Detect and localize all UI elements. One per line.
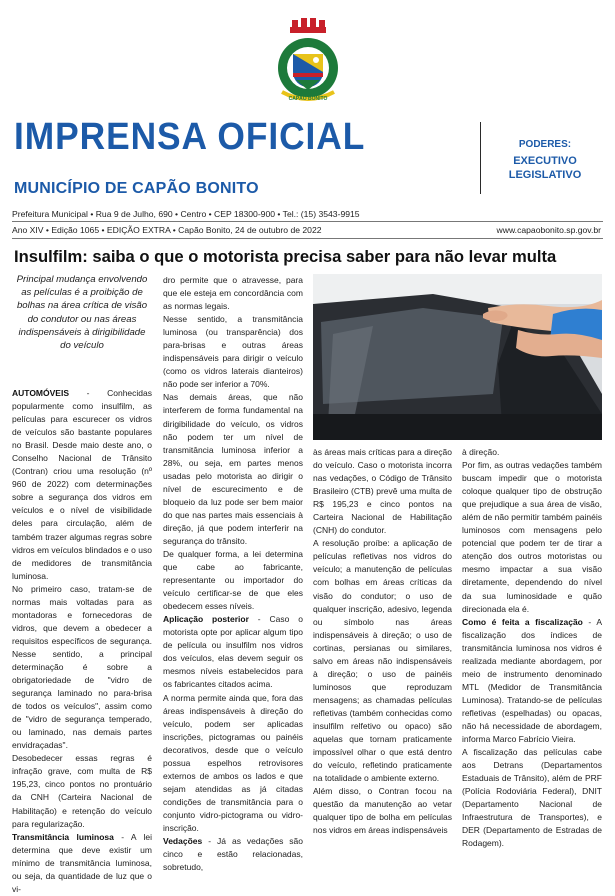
paragraph-text: às áreas mais críticas para a direção do veículo. Caso o motorista incorra nas vedações, o Código de Trânsito Brasileiro (CTB) prevê uma multa de R$ 195,23 e cinco pontos na Carteira Nacional de Habilitação (CNH) do condutor.	[313, 447, 452, 536]
article-lead: Principal mudança envolvendo as películas é a proibição de bolhas na área crítica de visão do condutor ou nas áreas indispensáveis à dirigibilidade do veículo	[16, 274, 148, 352]
section-heading: AUTOMÓVEIS	[12, 388, 69, 398]
section-heading: Transmitância luminosa	[12, 831, 114, 842]
article-paragraph	[163, 692, 303, 836]
paragraph-text: - A fiscalização dos índices de transmitância luminosa nos vidros é realizada mediante abordagem, por meio de instrumento denominado MTL (Medidor de Transmitância Luminosa). Tratando-se de películas refletivas (espelhadas) ou opacas, não há necessidade de abordagem, informa Marco Fabrício Vieira.	[462, 616, 602, 745]
paragraph-text: Além disso, o Contran focou na questão da manutenção ao vetar qualquer tipo de bolha em películas nos vidros em áreas indispensáveis	[313, 786, 452, 836]
paragraph-text: - A lei determina que deve existir um mínimo de transmitância luminosa, ou seja, da quantidade de luz que o vi-	[12, 831, 152, 894]
powers-heading: PODERES:	[518, 139, 572, 150]
article-paragraph	[313, 785, 452, 837]
article-paragraph	[163, 835, 303, 874]
paragraph-text: Nesse sentido, a transmitância luminosa (ou transparência) dos para-brisas e outras áreas indispensáveis para dirigir o veículo (como os vidros laterais dianteiros) não pode ser inferior a 70%.	[163, 314, 303, 390]
article-column-2	[163, 274, 303, 874]
article-paragraph	[12, 387, 152, 583]
section-heading: Como é feita a fiscalização	[462, 616, 583, 627]
masthead-divider	[480, 122, 481, 194]
article-paragraph	[12, 583, 152, 753]
paragraph-text: De qualquer forma, a lei determina que cabe ao fabricante, representante ou importador do veículo certificar-se de que eles obedecem esses níveis.	[163, 548, 303, 612]
crest-band-text: CAPÃO BONITO	[288, 96, 328, 102]
powers-box	[490, 138, 600, 182]
paragraph-text: - Conhecidas popularmente como insulfilm, as películas para escurecer os vidros de veículos são bastante populares no Brasil. Desde maio deste ano, o Conselho Nacional de Trânsito (Contran) criou uma resolução (nº 960 de 2022) com determinações sobre a segurança dos vidros em veículos e o nível de visibilidade deles para circulação, além de também trazer algumas regras sobre vidros em veículos blindados e o uso de medidores de transmitância luminosa.	[12, 388, 152, 581]
paragraph-text: dro permite que o atravesse, para que ele esteja em concordância com as normas legais.	[163, 275, 303, 312]
article-column-1	[12, 387, 152, 896]
paragraph-text: Nas demais áreas, que não interferem de forma fundamental na dirigibilidade do veículo, os vidros não podem ter um nível de transmitância luminosa inferior a 28%, ou seja, em partes menos usadas pelo motorista ao dirigir o nível de escurecimento e de bloqueio da luz pode ser bem maior do que nas partes mais essenciais à direção, já que podem interferir na segurança do trânsito.	[163, 392, 303, 546]
divider	[12, 238, 603, 239]
paragraph-text: A resolução proíbe: a aplicação de películas refletivas nos vidros do veículo; a manutenção de películas com bolhas em áreas críticas da visão do condutor; o uso de qualquer inscrição, adesivo, legenda ou símbolo nas áreas indispensáveis à direção; o uso de cortinas, persianas ou similares, salvo em áreas não indispensáveis à direção; o uso de painéis luminosos que reproduzam mensagens; as chamadas películas refletivas (também conhecidas como insulfilm relfetivo ou opaco) são aquelas que tornam praticamente impossível olhar o que está dentro do veículo, refletindo praticamente na totalidade o ambiente externo.	[313, 538, 452, 784]
article-paragraph	[462, 616, 602, 746]
municipal-crest-icon	[276, 18, 340, 102]
paragraph-text: No primeiro caso, tratam-se de normas mais voltadas para as montadoras e fornecedoras de vidros, que devem a obedecer a requisitos específicos de segurança. Nesse sentido, a principal determinação é sobre a obrigatoriedade de "vidro de segurança laminado no para-brisa de todos os veículos", assim como de "vidro de segurança temperado, ou laminado, nas demais partes envidraçadas".	[12, 583, 152, 751]
website-link[interactable]: www.capaobonito.sp.gov.br	[496, 225, 601, 235]
paragraph-text: A norma permite ainda que, fora das áreas indispensáveis à direção do veículo, podem ser aplicadas inscrições, pictogramas ou painéis decorativos, desde que o veículo possua espelhos retrovisores externos de ambos os lados e que sejam atendidas as já citadas condições de transmitância para o conjunto vidro-pictograma ou vidro-inscrição.	[163, 692, 303, 833]
article-paragraph	[163, 313, 303, 391]
paragraph-text: - Já as vedações são cinco e estão relacionadas, sobretudo,	[163, 836, 303, 873]
article-paragraph	[163, 548, 303, 613]
paragraph-text: A fiscalização das películas cabe aos Detrans (Departamentos Estaduais de Trânsito), além de PRF (Polícia Rodoviária Federal), DNIT (Departamento Nacional de Infraestrutura de Transportes), e DER (Departamento de Estradas de Rodagem).	[462, 747, 602, 849]
article-headline: Insulfilm: saiba o que o motorista precisa saber para não levar multa	[14, 247, 557, 266]
article-paragraph	[12, 831, 152, 896]
article-paragraph	[163, 274, 303, 313]
article-paragraph	[163, 613, 303, 691]
article-paragraph	[12, 752, 152, 830]
paragraph-text: Desobedecer essas regras é infração grave, com multa de R$ 195,23, cinco pontos no prontuário da CNH (Carteira Nacional de Habilitação) e retenção do veículo para regularização.	[12, 753, 152, 829]
paragraph-text: - Caso o motorista opte por aplicar algum tipo de película ou insulfilm nos vidros dos veículos, elas devem seguir os mesmos níveis estabelecidos para os fabricantes citados acima.	[163, 614, 303, 690]
article-paragraph	[313, 537, 452, 785]
paragraph-text: à direção.	[462, 447, 500, 457]
masthead-subtitle: MUNICÍPIO DE CAPÃO BONITO	[14, 180, 259, 197]
article-paragraph	[462, 446, 602, 459]
article-paragraph	[163, 391, 303, 548]
article-paragraph	[462, 459, 602, 616]
section-heading: Vedações	[163, 836, 203, 847]
article-paragraph	[462, 746, 602, 850]
article-column-4	[462, 446, 602, 850]
masthead-title: IMPRENSA OFICIAL	[14, 116, 366, 158]
edition-line: Ano XIV • Edição 1065 • EDIÇÃO EXTRA • Capão Bonito, 24 de outubro de 2022	[12, 225, 322, 235]
article-paragraph	[313, 446, 452, 537]
power-legislative: LEGISLATIVO	[508, 169, 582, 181]
divider	[12, 221, 603, 222]
address-line: Prefeitura Municipal • Rua 9 de Julho, 690 • Centro • CEP 18300-900 • Tel.: (15) 3543-9915	[12, 209, 360, 219]
article-column-3	[313, 446, 452, 837]
article-photo	[313, 274, 602, 440]
power-executive: EXECUTIVO	[513, 155, 577, 167]
section-heading: Aplicação posterior	[163, 614, 249, 625]
paragraph-text: Por fim, as outras vedações também buscam impedir que o motorista coloque qualquer tipo de obstrução que prejudique a sua área de visão, além de não permitir também painéis luminosos com mensagens pelo potencial que podem ter de tirar a atenção dos outros motoristas ou mesmo impactar a sua visão diretamente, dependendo do nível da sua luminosidade e quão direcionada ela é.	[462, 460, 602, 614]
